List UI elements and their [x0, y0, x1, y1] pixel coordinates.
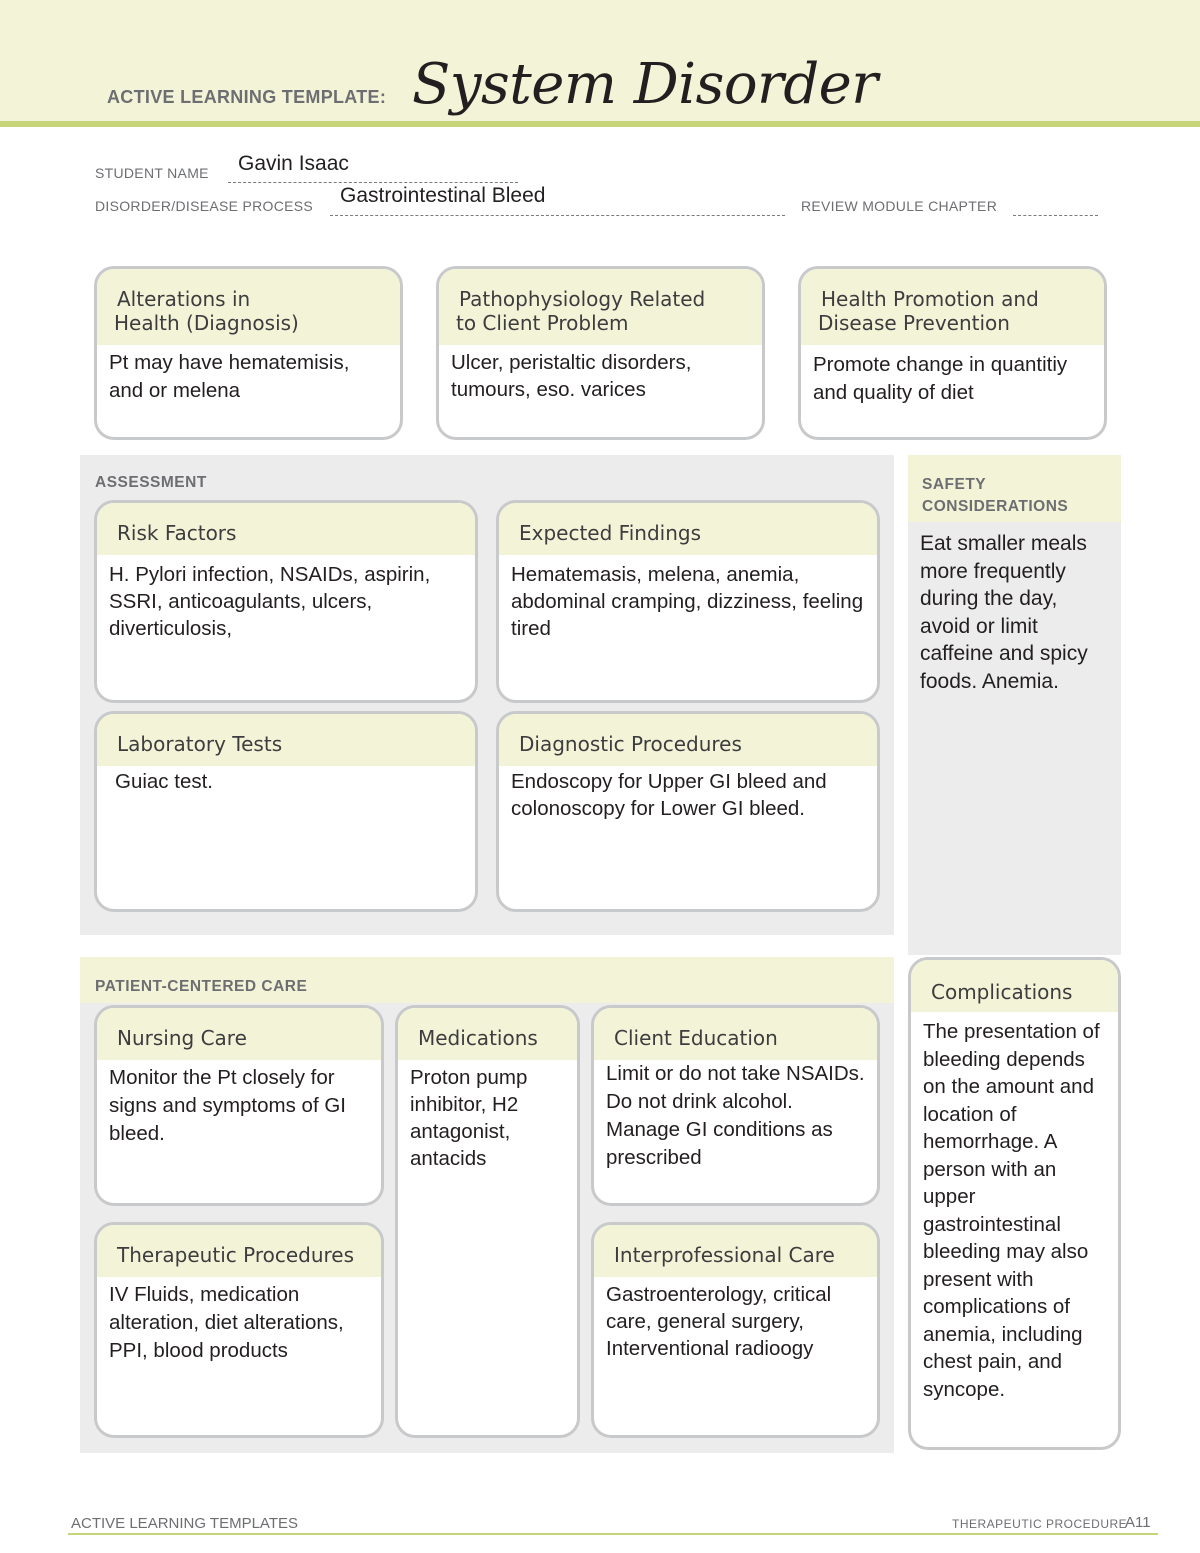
- complications-title: Complications: [931, 980, 1073, 1004]
- client-education-title: Client Education: [614, 1026, 778, 1050]
- expected-findings-title: Expected Findings: [519, 521, 701, 545]
- pathophysiology-title-line2: to Client Problem: [456, 311, 629, 335]
- risk-factors-header: [97, 503, 475, 555]
- review-module-label: REVIEW MODULE CHAPTER: [801, 198, 998, 214]
- pathophysiology-header: [439, 269, 762, 345]
- laboratory-tests-header: [97, 714, 475, 766]
- health-promotion-box: [798, 266, 1107, 440]
- therapeutic-procedures-title: Therapeutic Procedures: [117, 1243, 355, 1267]
- diagnostic-procedures-box: [496, 711, 880, 912]
- laboratory-tests-box: [94, 711, 478, 912]
- interprofessional-care-header: [594, 1225, 877, 1277]
- medications-header: [398, 1008, 577, 1060]
- client-education-box: [591, 1005, 880, 1206]
- student-name-field[interactable]: Gavin Isaac: [238, 152, 349, 175]
- template-label: ACTIVE LEARNING TEMPLATE:: [107, 87, 387, 107]
- patient-care-label: PATIENT-CENTERED CARE: [95, 978, 308, 995]
- pathophysiology-text[interactable]: Ulcer, peristaltic disorders, tumours, eso. varices: [451, 351, 692, 401]
- alterations-title-line2: Health (Diagnosis): [114, 311, 299, 335]
- health-promotion-title-line1: Health Promotion and: [821, 287, 1039, 311]
- medications-box: [395, 1005, 580, 1438]
- nursing-care-text[interactable]: Monitor the Pt closely for signs and symptoms of GI bleed.: [109, 1066, 346, 1145]
- health-promotion-title-line2: Disease Prevention: [818, 311, 1010, 335]
- review-module-underline: [1013, 215, 1098, 216]
- nursing-care-box: [94, 1005, 384, 1206]
- complications-text[interactable]: The presentation of bleeding depends on the amount and location of hemorrhage. A person with an upper gastrointestinal bleeding may also present with complications of anemia, including chest pain, and syncope.: [923, 1020, 1100, 1401]
- expected-findings-header: [499, 503, 877, 555]
- diagnostic-procedures-title: Diagnostic Procedures: [519, 732, 742, 756]
- interprofessional-care-title: Interprofessional Care: [614, 1243, 835, 1267]
- safety-label: [922, 474, 1068, 518]
- footer-divider: [68, 1533, 1158, 1535]
- page-title: System Disorder: [412, 52, 878, 117]
- disorder-field[interactable]: Gastrointestinal Bleed: [340, 184, 546, 207]
- therapeutic-procedures-text[interactable]: IV Fluids, medication alteration, diet alterations, PPI, blood products: [109, 1283, 344, 1362]
- expected-findings-text[interactable]: Hematemasis, melena, anemia, abdominal cramping, dizziness, feeling tired: [511, 563, 864, 640]
- student-name-underline: [228, 182, 518, 183]
- complications-box: [908, 957, 1121, 1450]
- therapeutic-procedures-header: [97, 1225, 381, 1277]
- safety-text[interactable]: Eat smaller meals more frequently during the day, avoid or limit caffeine and spicy foods. Anemia.: [920, 532, 1088, 693]
- laboratory-tests-text[interactable]: Guiac test.: [115, 770, 213, 793]
- assessment-label: ASSESSMENT: [95, 474, 207, 491]
- safety-label-line2: CONSIDERATIONS: [922, 498, 1069, 515]
- risk-factors-title: Risk Factors: [117, 521, 237, 545]
- pathophysiology-box: [436, 266, 765, 440]
- alterations-header: [97, 269, 400, 345]
- alterations-box: [94, 266, 403, 440]
- therapeutic-procedures-box: [94, 1222, 384, 1438]
- footer-left: ACTIVE LEARNING TEMPLATES: [71, 1515, 298, 1532]
- interprofessional-care-box: [591, 1222, 880, 1438]
- risk-factors-box: [94, 500, 478, 703]
- alterations-title-line1: Alterations in: [117, 287, 251, 311]
- disorder-underline: [330, 215, 785, 216]
- header-divider: [0, 121, 1200, 127]
- diagnostic-procedures-header: [499, 714, 877, 766]
- complications-header: [911, 960, 1118, 1012]
- client-education-text[interactable]: Limit or do not take NSAIDs. Do not drink alcohol. Manage GI conditions as prescribed: [606, 1062, 865, 1169]
- client-education-header: [594, 1008, 877, 1060]
- laboratory-tests-title: Laboratory Tests: [117, 732, 283, 756]
- interprofessional-care-text[interactable]: Gastroenterology, critical care, general surgery, Interventional radioogy: [606, 1283, 832, 1360]
- health-promotion-text[interactable]: Promote change in quantitiy and quality of diet: [813, 353, 1068, 404]
- nursing-care-title: Nursing Care: [117, 1026, 247, 1050]
- medications-text[interactable]: Proton pump inhibitor, H2 antagonist, antacids: [410, 1066, 528, 1170]
- footer-page-number: A11: [1125, 1514, 1151, 1531]
- medications-title: Medications: [418, 1026, 538, 1050]
- pathophysiology-title-line1: Pathophysiology Related: [459, 287, 706, 311]
- alterations-text[interactable]: Pt may have hematemisis, and or melena: [109, 351, 350, 402]
- health-promotion-header: [801, 269, 1104, 345]
- student-name-label: STUDENT NAME: [95, 165, 209, 181]
- disorder-label: DISORDER/DISEASE PROCESS: [95, 198, 314, 214]
- safety-label-line1: SAFETY: [922, 476, 987, 493]
- expected-findings-box: [496, 500, 880, 703]
- nursing-care-header: [97, 1008, 381, 1060]
- footer-right: THERAPEUTIC PROCEDURE: [952, 1517, 1128, 1531]
- risk-factors-text[interactable]: H. Pylori infection, NSAIDs, aspirin, SSRI, anticoagulants, ulcers, diverticulosis,: [109, 563, 431, 640]
- diagnostic-procedures-text[interactable]: Endoscopy for Upper GI bleed and colonoscopy for Lower GI bleed.: [511, 770, 827, 820]
